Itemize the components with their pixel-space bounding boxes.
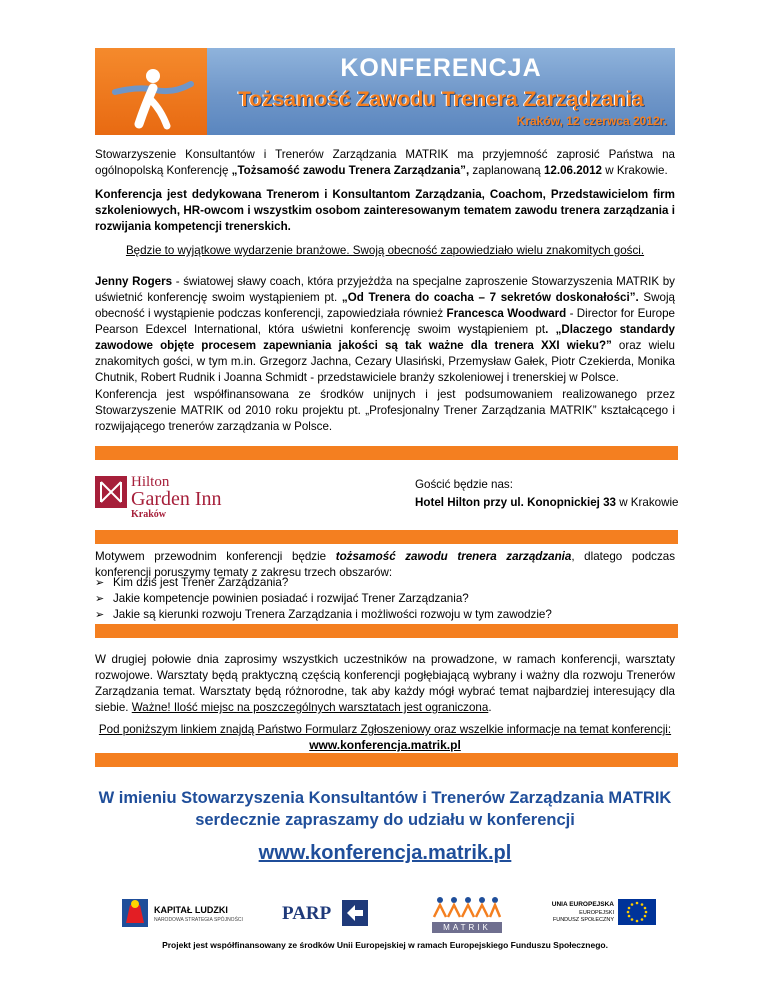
hotel-brand-1: Hilton: [131, 474, 170, 490]
event-line: Będzie to wyjątkowe wydarzenie branżowe. Swoją obecność zapowiedziało wielu znakomitych gości.: [125, 244, 645, 257]
conference-link-big[interactable]: www.konferencja.matrik.pl: [258, 842, 512, 864]
hotel-info: [415, 476, 678, 512]
areas-list: [95, 575, 552, 623]
host-address: Hotel Hilton przy ul. Konopnickiej 33 w Krakowie: [415, 496, 679, 509]
matrik-logo: MATRIK: [432, 895, 502, 935]
parp-logo: PARP: [282, 895, 372, 935]
banner-title: KONFERENCJA: [340, 54, 542, 82]
funding-paragraph: Konferencja jest współfinansowana ze środków unijnych i jest podsumowaniem realizowanego przez Stowarzyszenie MATRIK od 2010 roku projektu pt. „Profesjonalny Trener Zarządzania MATRIK” kształcącego i rozwijającego trenerów zarządzania w Polsce.: [95, 388, 675, 433]
form-line: Pod poniższym linkiem znajdą Państwo Formularz Zgłoszeniowy oraz wszelkie informacje na temat konferencji:: [98, 723, 672, 736]
hilton-emblem-icon: [95, 476, 127, 508]
workshops-paragraph: W drugiej połowie dnia zaprosimy wszystkich uczestników na prowadzone, w ramach konferencji, warsztaty rozwojowe. Warsztaty będą praktyczną częścią konferencji pogłębiającą wybrany i ważny dla rozwoju Trenerów Zarządzania temat. Warsztaty będą różnorodne, tak aby każdy mógł wybrać temat najbardziej interesujący dla siebie. Ważne! Ilość miejsc na poszczególnych warsztatach jest ograniczona.: [95, 653, 675, 714]
dedication-paragraph: Konferencja jest dedykowana Trenerom i Konsultantom Zarządzania, Coachom, Przedstawicielom firm szkoleniowych, HR-owcom i wszystkim osobom zainteresowanym tematem zawodu trenera zarządzania i rozwijania kompetencji trenerskich.: [95, 188, 675, 233]
hotel-city: Kraków: [131, 509, 166, 520]
figure-logo-icon: [95, 48, 207, 135]
banner-place-date: Kraków, 12 czerwca 2012r.: [516, 114, 667, 128]
hotel-brand-2: Garden Inn: [131, 488, 222, 510]
orange-divider: [95, 446, 678, 460]
speakers-paragraph: Jenny Rogers - światowej sławy coach, która przyjeżdża na specjalne zaproszenie Stowarzyszenia MATRIK by uświetnić konferencję swoim wystąpieniem pt. „Od Trenera do coacha – 7 sekretów doskonałości”. Swoją obecność i wystąpienie podczas konferencji, zapowiedziała również Francesca Woodward - Director for Europe Pearson Edexcel International, która uświetni konferencję swoim wystąpieniem pt. „Dlaczego standardy zawodowe objęte procesem zapewniania jakości są tak ważne dla trenera XXI wieku?” oraz wielu znakomitych gości, w tym m.in. Grzegorz Jachna, Cezary Ulasiński, Przemysław Gałek, Piotr Czekierda, Monika Chutnik, Robert Rudnik i Joanna Schmidt - przedstawiciele branży szkoleniowej i trenerskiej w Polsce.: [95, 275, 676, 384]
parp-arrows-icon: [342, 900, 368, 926]
orange-divider: [95, 530, 678, 544]
orange-divider: [95, 753, 678, 767]
invitation-text: W imieniu Stowarzyszenia Konsultantów i Trenerów Zarządzania MATRIK serdecznie zapraszamy do udziału w konferencji: [98, 789, 672, 829]
conference-link-small[interactable]: www.konferencja.matrik.pl: [309, 738, 461, 752]
motive-paragraph: Motywem przewodnim konferencji będzie tożsamość zawodu trenera zarządzania, dlatego podczas konferencji poruszymy tematy z zakresu trzech obszarów:: [95, 550, 675, 579]
intro-paragraph: Stowarzyszenie Konsultantów i Trenerów Zarządzania MATRIK ma przyjemność zaprosić Państwa na ogólnopolską Konferencję „Tożsamość zawodu Trenera Zarządzania”, zaplanowaną 12.06.2012 w Krakowie.: [95, 148, 675, 177]
matrik-figures-icon: [432, 895, 502, 921]
list-item: ➢ Jakie kompetencje powinien posiadać i rozwijać Trener Zarządzania?: [95, 591, 552, 607]
footer-note: Projekt jest współfinansowany ze środków Unii Europejskiej w ramach Europejskiego Funduszu Społecznego.: [162, 940, 608, 950]
kapital-ludzki-icon: [120, 895, 150, 931]
eu-flag-icon: [618, 899, 656, 925]
list-item: ➢ Kim dziś jest Trener Zarządzania?: [95, 575, 552, 591]
banner-logo-panel: [95, 48, 207, 135]
list-item: ➢ Jakie są kierunki rozwoju Trenera Zarządzania i możliwości rozwoju w tym zawodzie?: [95, 607, 552, 623]
kapital-ludzki-logo: KAPITAŁ LUDZKI NARODOWA STRATEGIA SPÓJNOŚCI: [120, 895, 230, 935]
conference-banner: [95, 48, 675, 135]
orange-divider: [95, 624, 678, 638]
host-label: Gościć będzie nas:: [415, 478, 513, 491]
hilton-garden-inn-logo: [95, 472, 255, 522]
banner-subtitle: Tożsamość Zawodu Trenera Zarządzania: [238, 88, 644, 111]
eu-logo: UNIA EUROPEJSKA EUROPEJSKI FUNDUSZ SPOŁECZNY: [548, 895, 658, 935]
